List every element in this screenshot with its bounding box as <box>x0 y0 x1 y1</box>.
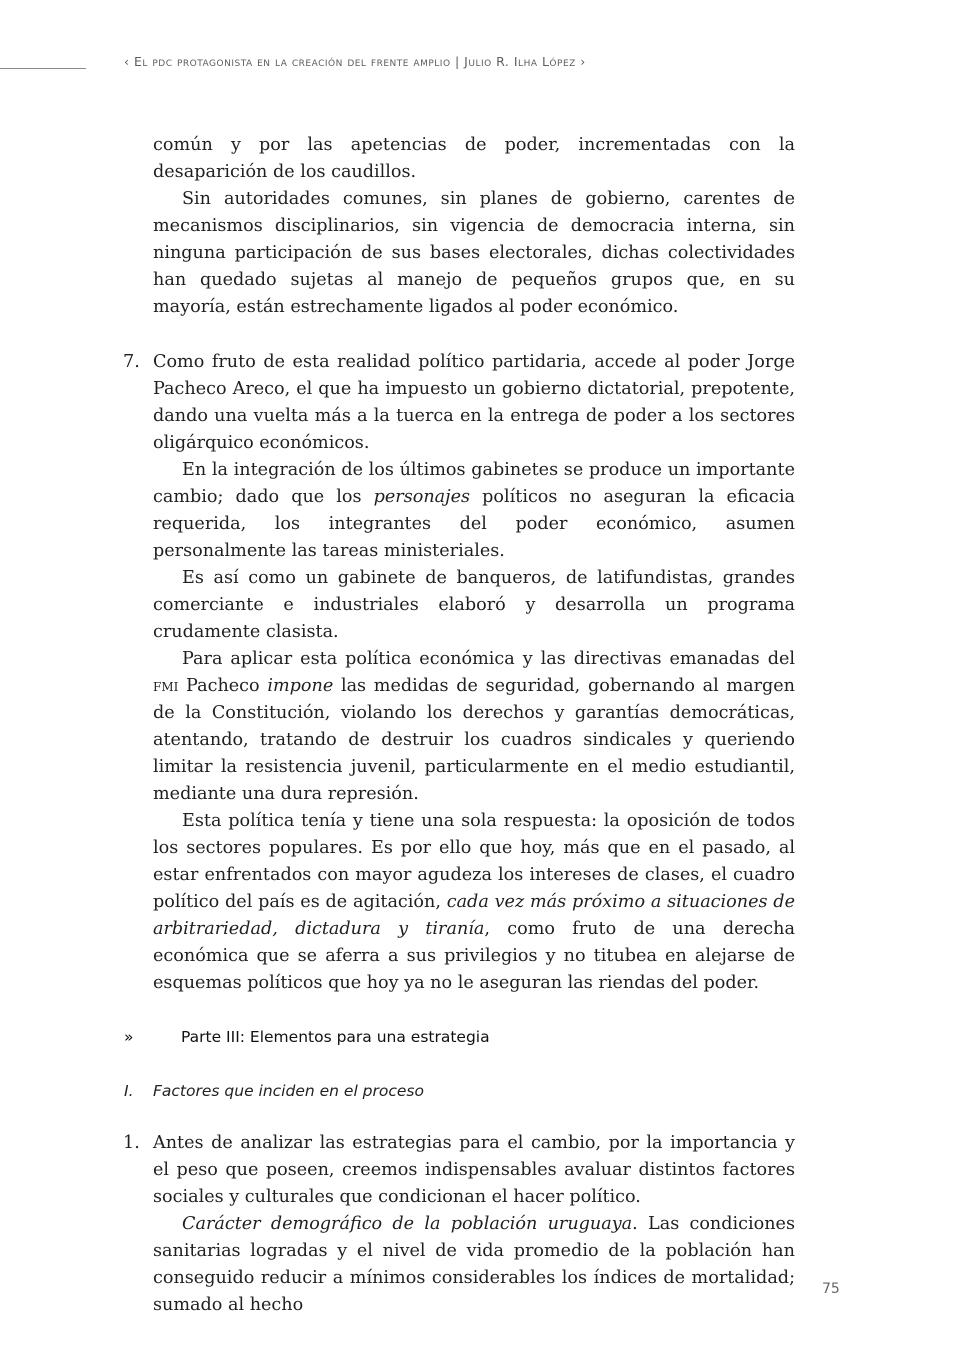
running-head: ‹ El pdc protagonista en la creación del frente amplio | Julio R. Ilha López › <box>124 54 586 69</box>
paragraph: común y por las apetencias de poder, incrementadas con la desaparición de los caudillos. <box>153 135 795 182</box>
subsection-marker: I. <box>124 1082 134 1100</box>
emphasis: Carácter demográfico de la población uruguaya <box>182 1214 633 1234</box>
text-run: Para aplicar esta política económica y las directivas emanadas del <box>182 649 795 669</box>
text-run: políticos no aseguran la eficacia requerida, los integrantes del poder económico, asumen personalmente las tareas ministeriales. <box>153 487 795 561</box>
paragraph: Antes de analizar las estrategias para el cambio, por la importancia y el peso que poseen, creemos indispensables avaluar distintos factores sociales y culturales que condicionan el hacer político. <box>153 1133 795 1207</box>
text-run: . Las condiciones sanitarias logradas y el nivel de vida promedio de la población han conseguido reducir a mínimos considerables los índices de mortalidad; sumado al hecho <box>153 1214 795 1315</box>
paragraph <box>153 1211 795 1319</box>
section-marker: » <box>124 1028 134 1046</box>
subsection-title: Factores que inciden en el proceso <box>153 1082 424 1100</box>
emphasis: personajes <box>373 487 471 507</box>
item-number: 7. <box>123 352 140 372</box>
page-body <box>123 132 796 1319</box>
text-run: Esta política tenía y tiene una sola respuesta: la oposición de todos los sectores populares. Es por ello que hoy, más que en el pasado, al estar enfrentados con mayor agudeza los intereses de clases, el cuadro político del país es de agitación, <box>153 811 795 912</box>
paragraph <box>153 808 795 997</box>
item-number: 1. <box>123 1133 140 1153</box>
paragraph: Es así como un gabinete de banqueros, de latifundistas, grandes comerciante e industriales elaboró y desarrolla un programa crudamente clasista. <box>153 568 795 642</box>
page-number: 75 <box>822 1281 840 1297</box>
section-title: Parte III: Elementos para una estrategia <box>181 1028 490 1046</box>
paragraph: Como fruto de esta realidad político partidaria, accede al poder Jorge Pacheco Areco, el que ha impuesto un gobierno dictatorial, prepotente, dando una vuelta más a la tuerca en la entrega de poder a los sectores oligárquico económicos. <box>153 352 795 453</box>
emphasis: cada vez más próximo a situaciones de arbitrariedad, dictadura y tiranía <box>153 892 795 939</box>
header-rule <box>0 68 86 69</box>
text-run: Pacheco <box>178 676 268 696</box>
section-heading <box>124 1024 795 1051</box>
text-run: las medidas de seguridad, gobernando al margen de la Constitución, violando los derechos y garantías democráticas, atentando, tratando de destruir los cuadros sindicales y queriendo limitar la resistencia juvenil, particularmente en el medio estudiantil, mediante una dura represión. <box>153 676 796 804</box>
text-run: , como fruto de una derecha económica que se aferra a sus privilegios y no titubea en alejarse de esquemas políticos que hoy ya no le aseguran las riendas del poder. <box>153 919 795 993</box>
numbered-item-1 <box>123 1130 795 1319</box>
paragraph: Sin autoridades comunes, sin planes de gobierno, carentes de mecanismos disciplinarios, sin vigencia de democracia interna, sin ninguna participación de sus bases electorales, dichas colectividades han quedado sujetas al manejo de pequeños grupos que, en su mayoría, están estrechamente ligados al poder económico. <box>153 189 795 317</box>
numbered-item-7 <box>123 349 796 997</box>
paragraph <box>153 646 795 808</box>
paragraph <box>153 457 795 565</box>
acronym: fmi <box>153 676 179 696</box>
text-run: En la integración de los últimos gabinetes se produce un importante cambio; dado que los <box>153 460 795 507</box>
emphasis: impone <box>267 676 334 696</box>
subsection-heading <box>124 1078 795 1105</box>
